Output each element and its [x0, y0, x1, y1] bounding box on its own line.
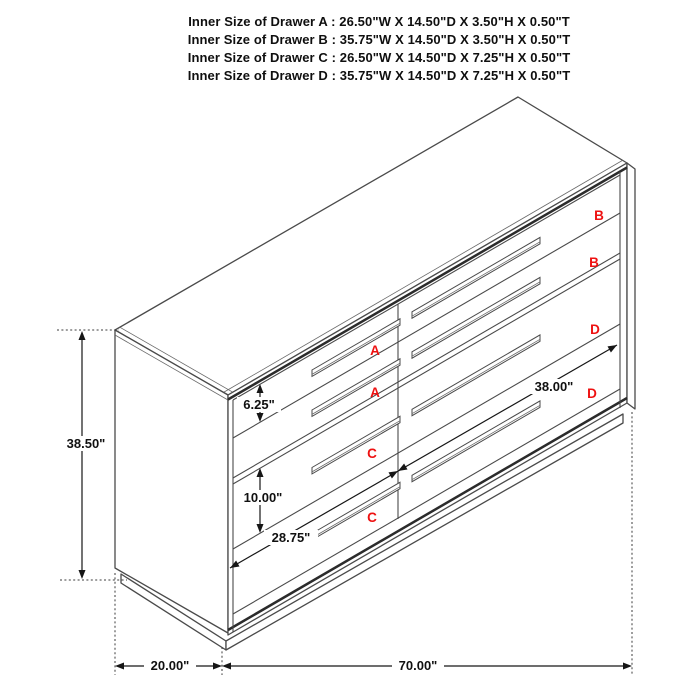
width-dimension-label: 70.00": [398, 658, 438, 673]
title-line-drawer-d: Inner Size of Drawer D : 35.75"W X 14.50"D X 7.25"H X 0.50"T: [187, 68, 571, 83]
large-drawer-height-label: 10.00": [243, 490, 283, 505]
title-line-drawer-a: Inner Size of Drawer A : 26.50"W X 14.50"D X 3.50"H X 0.50"T: [188, 14, 570, 29]
height-dimension: [62, 331, 110, 579]
height-dimension-label: 38.50": [66, 436, 106, 451]
title-line-drawer-c: Inner Size of Drawer C : 26.50"W X 14.50"D X 7.25"H X 0.50"T: [187, 50, 571, 65]
drawer-label-c-bottom: C: [367, 510, 377, 525]
cabinet-right-edge-sliver: [627, 163, 635, 409]
depth-dimension: [115, 658, 222, 674]
title-line-drawer-b: Inner Size of Drawer B : 35.75"W X 14.50"D X 3.50"H X 0.50"T: [187, 32, 571, 47]
arrow-right-icon: [623, 663, 632, 670]
left-section-width-label: 28.75": [271, 530, 311, 545]
arrow-down-icon: [79, 570, 86, 579]
arrow-left-icon: [222, 663, 231, 670]
small-drawer-height-label: 6.25": [243, 397, 275, 412]
depth-dimension-label: 20.00": [150, 658, 190, 673]
drawer-label-a-top: A: [370, 343, 380, 358]
arrow-up-icon: [79, 331, 86, 340]
drawer-label-b-bottom: B: [589, 255, 599, 270]
arrow-left-icon: [115, 663, 124, 670]
drawer-label-b-top: B: [594, 208, 604, 223]
width-dimension: [222, 658, 632, 674]
drawer-label-a-bottom: A: [370, 385, 380, 400]
drawer-label-d-bottom: D: [587, 386, 597, 401]
arrow-right-icon: [213, 663, 222, 670]
right-section-width-label: 38.00": [534, 379, 574, 394]
drawer-label-c-top: C: [367, 446, 377, 461]
drawer-label-d-top: D: [590, 322, 600, 337]
